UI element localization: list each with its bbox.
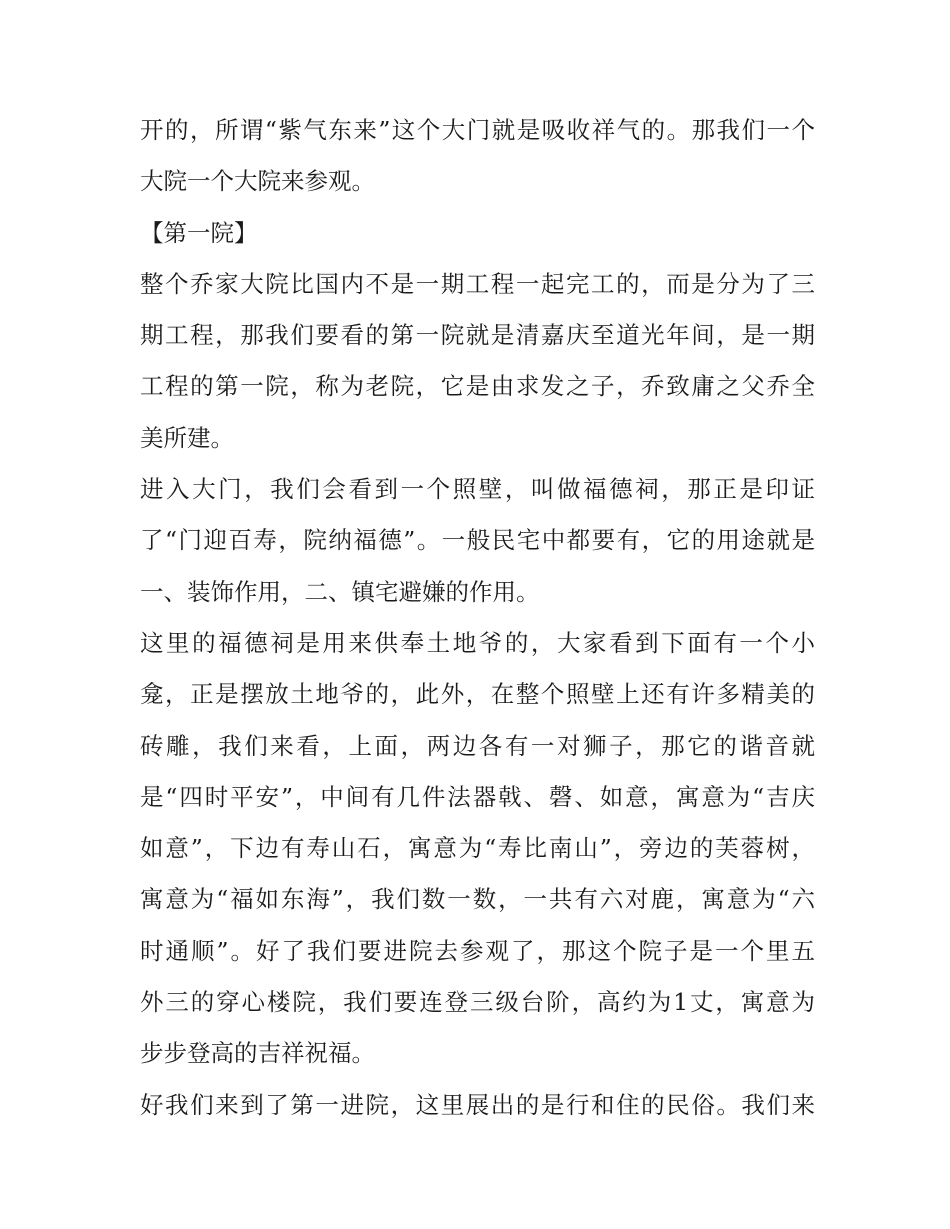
text-line: 好我们来到了第一进院，这里展出的是行和住的民俗。我们来 [140,1090,815,1119]
text-line: 步步登高的吉祥祝福。 [140,1039,375,1068]
section-heading: 【第一院】 [140,218,258,247]
text-line: 大院一个大院来参观。 [140,167,375,196]
text-line: 期工程，那我们要看的第一院就是清嘉庆至道光年间，是一期 [140,321,815,350]
text-line: 龛，正是摆放土地爷的，此外，在整个照壁上还有许多精美的 [140,680,815,709]
text-line: 是“四时平安”，中间有几件法器戟、磬、如意，寓意为“吉庆 [140,782,815,811]
text-line: 整个乔家大院比国内不是一期工程一起完工的，而是分为了三 [140,269,815,298]
text-line: 时通顺”。好了我们要进院去参观了，那这个院子是一个里五 [140,936,815,965]
text-line: 工程的第一院，称为老院，它是由求发之子，乔致庸之父乔全 [140,372,815,401]
text-line: 寓意为“福如东海”，我们数一数，一共有六对鹿，寓意为“六 [140,885,815,914]
text-line: 外三的穿心楼院，我们要连登三级台阶，高约为1丈，寓意为 [140,988,815,1017]
text-line: 一、装饰作用，二、镇宅避嫌的作用。 [140,577,540,606]
text-line: 砖雕，我们来看，上面，两边各有一对狮子，那它的谐音就 [140,731,815,760]
text-line: 美所建。 [140,423,234,452]
text-line: 这里的福德祠是用来供奉土地爷的，大家看到下面有一个小 [140,628,815,657]
document-body [140,105,815,1131]
text-line: 了“门迎百寿，院纳福德”。一般民宅中都要有，它的用途就是 [140,526,815,555]
text-line: 如意”，下边有寿山石，寓意为“寿比南山”，旁边的芙蓉树， [140,834,815,863]
text-line: 开的，所谓“紫气东来”这个大门就是吸收祥气的。那我们一个 [140,116,815,144]
text-line: 进入大门，我们会看到一个照壁，叫做福德祠，那正是印证 [140,475,815,504]
